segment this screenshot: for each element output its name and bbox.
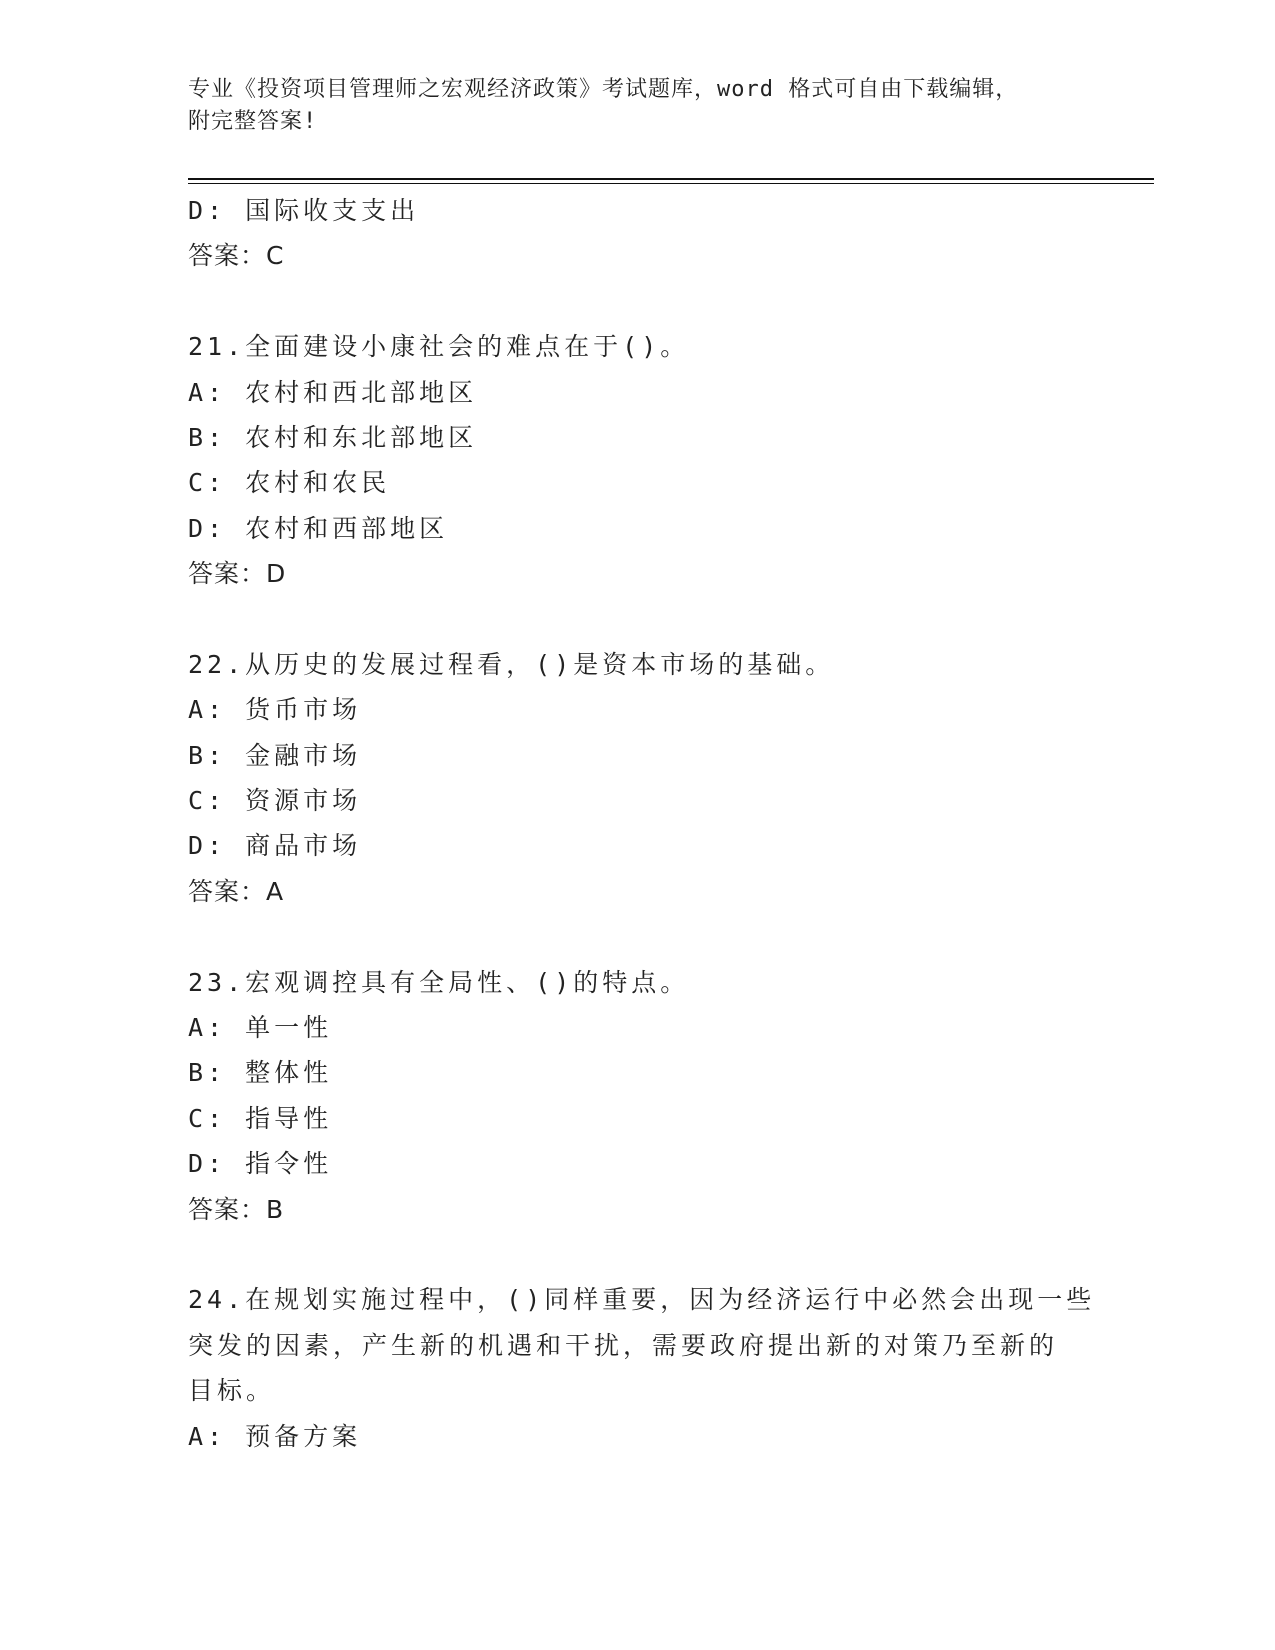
question-line: 21.全面建设小康社会的难点在于()。 bbox=[188, 332, 690, 362]
paragraph-gap bbox=[188, 1232, 1088, 1277]
option-line: B: 农村和东北部地区 bbox=[188, 422, 478, 452]
option-line: B: 金融市场 bbox=[188, 740, 362, 770]
option-line: C: 农村和农民 bbox=[188, 468, 391, 498]
answer-line: 答案：A bbox=[188, 876, 285, 906]
question-line: 目标。 bbox=[188, 1376, 276, 1406]
answer-line: 答案：D bbox=[188, 559, 287, 589]
option-line: D: 商品市场 bbox=[188, 831, 362, 861]
option-line: A: 预备方案 bbox=[188, 1421, 362, 1451]
answer-line: 答案：C bbox=[188, 241, 285, 271]
option-line: A: 单一性 bbox=[188, 1013, 333, 1043]
question-line: 23.宏观调控具有全局性、()的特点。 bbox=[188, 967, 690, 997]
page-header bbox=[188, 74, 1088, 138]
header-divider-thick bbox=[188, 178, 1154, 180]
question-list bbox=[188, 188, 1096, 1459]
header-line-2: 附完整答案! bbox=[188, 109, 318, 134]
header-line-1: 专业《投资项目管理师之宏观经济政策》考试题库，word 格式可自由下载编辑， bbox=[188, 77, 1019, 102]
option-line: A: 农村和西北部地区 bbox=[188, 377, 478, 407]
option-line: D: 农村和西部地区 bbox=[188, 513, 449, 543]
question-line: 24.在规划实施过程中，()同样重要，因为经济运行中必然会出现一些 bbox=[188, 1285, 1096, 1315]
option-line: B: 整体性 bbox=[188, 1058, 333, 1088]
paragraph-gap bbox=[188, 279, 1088, 324]
option-line: C: 指导性 bbox=[188, 1103, 333, 1133]
question-line: 突发的因素，产生新的机遇和干扰，需要政府提出新的对策乃至新的 bbox=[188, 1330, 1059, 1360]
option-line: C: 资源市场 bbox=[188, 786, 362, 816]
header-divider-thin bbox=[188, 183, 1154, 184]
paragraph-gap bbox=[188, 597, 1088, 642]
option-line: A: 货币市场 bbox=[188, 695, 362, 725]
question-line: 22.从历史的发展过程看，()是资本市场的基础。 bbox=[188, 649, 835, 679]
answer-line: 答案：B bbox=[188, 1194, 285, 1224]
paragraph-gap bbox=[188, 914, 1088, 959]
option-line: D: 指令性 bbox=[188, 1149, 333, 1179]
option-line: D: 国际收支支出 bbox=[188, 196, 420, 225]
